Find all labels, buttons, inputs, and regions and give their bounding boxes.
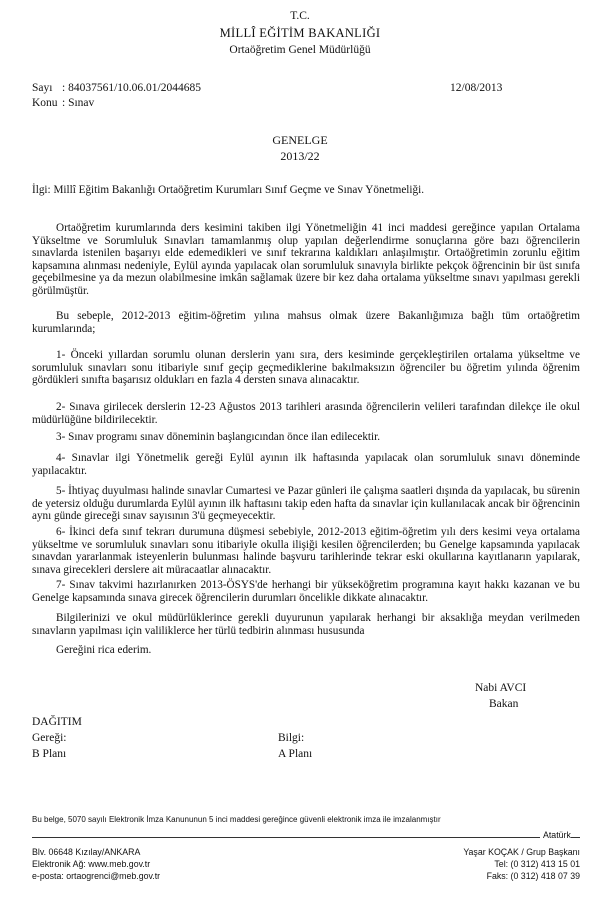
footer-email: e-posta: ortaogrenci@meb.gov.tr [32,871,161,881]
document-date: 12/08/2013 [450,82,503,94]
gereği-value: B Planı [32,748,67,760]
paragraph-item-6: 6- İkinci defa sınıf tekrarı durumuna düşmesi sebebiyle, 2012-2013 eğitim-öğretim yılı ders kesimi veya ortalama yükseltme ve sorumluluk sınavları sonu itibariyle okulla ilişiği kesilen öğrencilerden; bu Genelge kapsamında yapılacak sınavdan yararlanmak isteyenlerin bulunması halinde başvuru tarihlerinde tekrar eski okullarına kayıtlanarın yapılarak, sınava girecekleri derslere ait müracaatlar alınacaktır. [32,526,580,576]
konu-label: Konu [32,97,58,109]
paragraph-item-2: 2- Sınava girilecek derslerin 12-23 Ağustos 2013 tarihleri arasında öğrencilerin velileri tarafından dilekçe ile okul müdürlüğüne bildirilecektir. [32,401,580,426]
paragraph-item-1: 1- Önceki yıllardan sorumlu olunan derslerin yanı sıra, ders kesiminde gerçekleştirilen ortalama yükseltme ve sorumluluk sınavları sonu itibariyle sınıf geçip geçmediklerine bakılmaksızın öğrenciler bu öğretim yılında öğrenim gördükleri sınıfta başarısız oldukları en fazla 4 dersten sınava alınacaktır. [32,349,580,387]
konu-value: : Sınav [62,97,95,109]
sayi-value: : 84037561/10.06.01/2044685 [62,82,201,94]
footer-address: Blv. 06648 Kızılay/ANKARA [32,847,141,857]
bilgi-label: Bilgi: [278,732,305,744]
paragraph-intro: Ortaöğretim kurumlarında ders kesimini takiben ilgi Yönetmeliğin 41 inci maddesi gereğince yapılan Ortalama Yükseltme ve Sorumluluk Sınavları tamamlanmış olup yapılan değerlendirme sonuçlarına göre bazı öğrencilerin sınavlarda istenilen başarıyı elde edemedikleri ve sınıf tekrarına kaldıkları anlaşılmıştır. Ortaöğretimin zorunlu eğitim kapsamına alınması nedeniyle, Eylül ayında yapılacak olan sorumluluk sınavıyla birlikte pekçok öğrencinin bir üst sınıfa geçebilmesine ya da mezun olabilmesine imkân sağlamak üzere bir kez daha ortalama yükseltme sınavı yapılması gerekli görülmüştür. [32,222,580,297]
ministry-tc: T.C. [290,10,310,22]
bilgi-value: A Planı [278,748,313,760]
distribution-heading: DAĞITIM [32,716,82,728]
ilgi-line: İlgi: Millî Eğitim Bakanlığı Ortaöğretim Kurumları Sınıf Geçme ve Sınav Yönetmeliği. [32,184,425,196]
paragraph-sebeple: Bu sebeple, 2012-2013 eğitim-öğretim yılına mahsus olmak üzere Bakanlığımıza bağlı tüm ortaöğretim kurumlarında; [32,310,580,335]
signatory-title: Bakan [489,698,519,710]
signatory-name: Nabi AVCI [475,682,527,694]
directorate-name: Ortaöğretim Genel Müdürlüğü [229,44,371,56]
ataturk-label: Atatürk [540,829,571,841]
genelge-number: 2013/22 [280,149,320,163]
footer-contact-person: Yaşar KOÇAK / Grup Başkanı [463,847,580,857]
footer-web: Elektronik Ağ: www.meb.gov.tr [32,859,151,869]
paragraph-request: Gereğini rica ederim. [56,644,152,656]
footer-divider [32,837,580,838]
ministry-name: MİLLÎ EĞİTİM BAKANLIĞI [219,26,381,40]
paragraph-item-3: 3- Sınav programı sınav döneminin başlangıcından önce ilan edilecektir. [56,431,381,443]
paragraph-item-5: 5- İhtiyaç duyulması halinde sınavlar Cumartesi ve Pazar günleri ile çalışma saatleri dışında da yapılacak, bu sürenin de yetersiz olduğu durumlarda Eylül ayının ilk haftasını takip eden hafta da sınavlar için kullanılacak ancak bir öğrencinin aynı günde gireceği sınav sayısının 3'ü geçmeyecektir. [32,485,580,523]
sayi-label: Sayı [32,82,53,94]
footer-fax: Faks: (0 312) 418 07 39 [486,871,580,881]
gereği-label: Gereği: [32,732,67,744]
footer-tel: Tel: (0 312) 413 15 01 [494,859,580,869]
paragraph-closing: Bilgilerinizi ve okul müdürlüklerince gerekli duyurunun yapılarak herhangi bir aksaklığa meydan verilmeden sınavların yapılması için valiliklerce her türlü tedbirin alınması hususunda [32,612,580,637]
paragraph-item-7: 7- Sınav takvimi hazırlanırken 2013-ÖSYS'de herhangi bir yükseköğretim programına kayıt hakkı kazanan ve bu Genelge kapsamında sınava girecek öğrencilerin durumları öncelikle dikkate alınacaktır. [32,579,580,604]
paragraph-item-4: 4- Sınavlar ilgi Yönetmelik gereği Eylül ayının ilk haftasında yapılacak olan sorumluluk sınavı döneminde yapılacaktır. [32,452,580,477]
e-signature-note: Bu belge, 5070 sayılı Elektronik İmza Kanununun 5 inci maddesi gereğince güvenli elektronik imza ile imzalanmıştır [32,815,441,824]
genelge-title: GENELGE [272,133,328,147]
